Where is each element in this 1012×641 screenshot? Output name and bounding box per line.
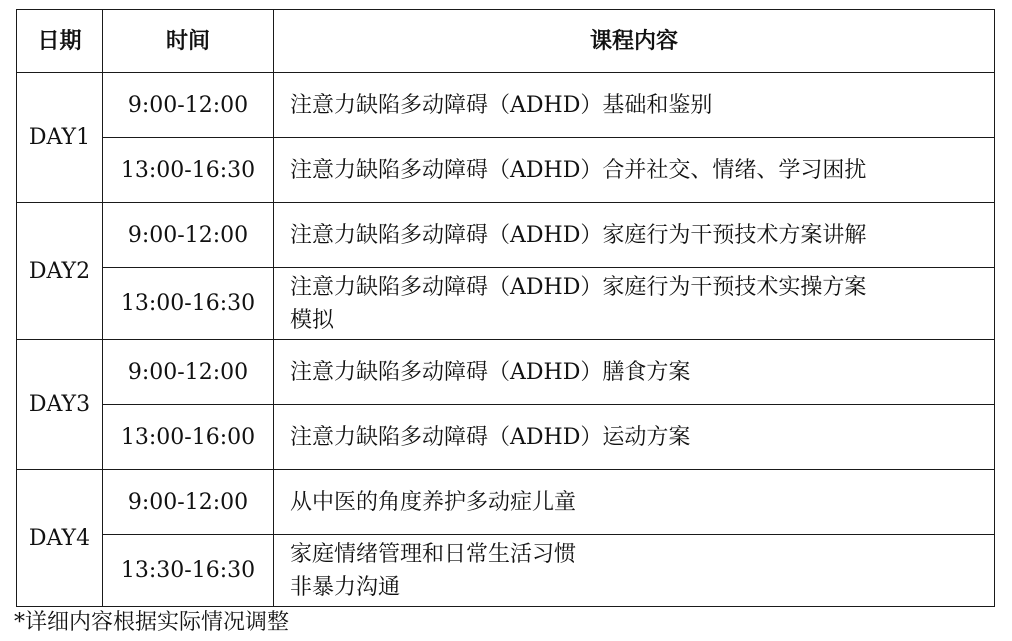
table-row [17,203,995,268]
time-cell: 13:00-16:30 [103,138,274,203]
table-row [17,535,995,607]
content-line: 注意力缺陷多动障碍（ADHD）家庭行为干预技术方案讲解 [290,222,867,248]
content-line: 从中医的角度养护多动症儿童 [290,489,577,515]
content-cell [274,470,995,535]
content-line: 家庭情绪管理和日常生活习惯 [290,541,577,567]
content-line: 注意力缺陷多动障碍（ADHD）运动方案 [290,424,691,450]
content-line: 非暴力沟通 [290,574,401,600]
header-content: 课程内容 [274,10,995,73]
content-line: 注意力缺陷多动障碍（ADHD）膳食方案 [290,359,691,385]
content-line: 注意力缺陷多动障碍（ADHD）基础和鉴别 [290,92,713,118]
content-line: 注意力缺陷多动障碍（ADHD）家庭行为干预技术实操方案 [290,274,867,300]
table-row [17,73,995,138]
content-cell [274,535,995,607]
day-cell: DAY2 [17,203,103,340]
table-row [17,340,995,405]
content-line: 注意力缺陷多动障碍（ADHD）合并社交、情绪、学习困扰 [290,157,867,183]
table-row [17,470,995,535]
time-cell: 13:00-16:30 [103,268,274,340]
content-cell [274,268,995,340]
content-cell [274,405,995,470]
time-cell: 13:30-16:30 [103,535,274,607]
content-line: 模拟 [290,307,335,333]
table-row [17,268,995,340]
header-date: 日期 [17,10,103,73]
content-cell [274,73,995,138]
time-cell: 13:00-16:00 [103,405,274,470]
table-row [17,138,995,203]
table-header-row [17,10,995,73]
header-time: 时间 [103,10,274,73]
course-schedule-table [16,9,995,607]
content-cell [274,203,995,268]
content-cell [274,340,995,405]
time-cell: 9:00-12:00 [103,73,274,138]
time-cell: 9:00-12:00 [103,203,274,268]
day-cell: DAY3 [17,340,103,470]
time-cell: 9:00-12:00 [103,340,274,405]
content-cell [274,138,995,203]
day-cell: DAY4 [17,470,103,607]
table-row [17,405,995,470]
day-cell: DAY1 [17,73,103,203]
footnote: *详细内容根据实际情况调整 [14,610,290,635]
time-cell: 9:00-12:00 [103,470,274,535]
